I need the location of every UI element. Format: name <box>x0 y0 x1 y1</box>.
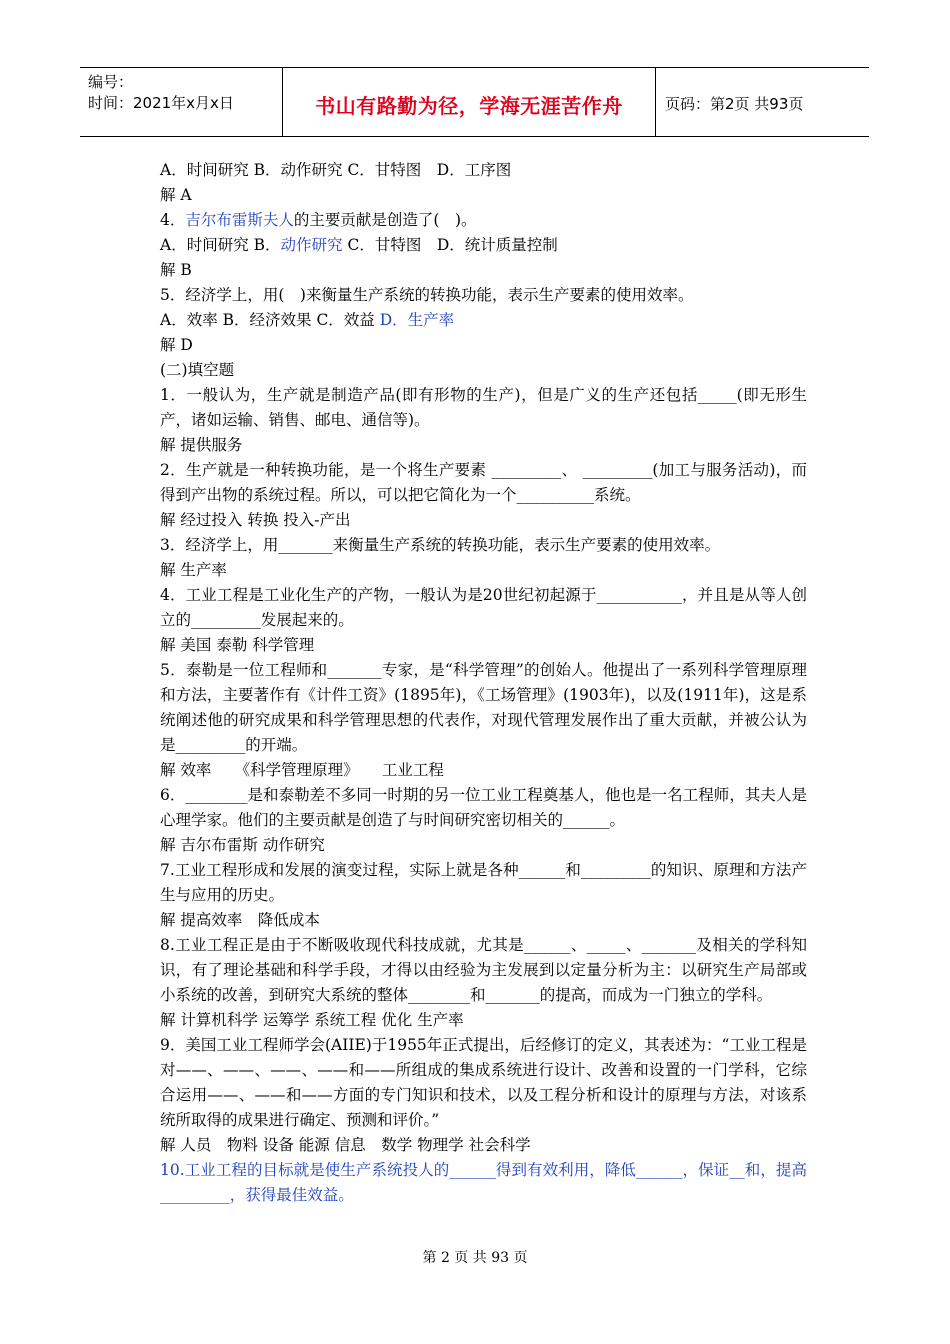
question-paragraph: 2．生产就是一种转换功能，是一个将生产要素 _________、 _________(加工与服务活动)，而得到产出物的系统过程。所以，可以把它简化为一个__________系统。 <box>160 461 807 504</box>
question-paragraph: 9．美国工业工程师学会(AIIE)于1955年正式提出，后经修订的定义，其表述为：“工业工程是对——、——、——、——和——所组成的集成系统进行设计、改善和设置的一门学科，它综合运用——、——和——方面的专门知识和技术，以及工程分析和设计的原理与方法，对该系统所取得的成果进行确定、预测和评价。” <box>160 1036 807 1129</box>
code-label: 编号： <box>88 73 134 91</box>
question-paragraph: 6．________是和泰勒差不多同一时期的另一位工业工程奠基人，他也是一名工程师，其夫人是心理学家。他们的主要贡献是创造了与时间研究密切相关的______。 <box>160 786 807 829</box>
answer-line: 解 经过投入 转换 投入-产出 <box>160 511 351 529</box>
header-divider <box>655 68 656 136</box>
answer-line: 解 提供服务 <box>160 436 243 454</box>
option-line <box>143 308 807 333</box>
question-text: 的主要贡献是创造了( )。 <box>293 211 477 229</box>
option-text: A．时间研究 B． <box>160 236 281 254</box>
answer-line: 解 效率 《科学管理原理》 工业工程 <box>160 761 444 779</box>
answer-line: 解 计算机科学 运筹学 系统工程 优化 生产率 <box>160 1011 464 1029</box>
question-line: 5．经济学上，用( )来衡量生产系统的转换功能，表示生产要素的使用效率。 <box>160 286 694 304</box>
question-number: 4． <box>160 211 186 229</box>
question-paragraph: 1．一般认为，生产就是制造产品(即有形物的生产)，但是广义的生产还包括_____(即无形生产，诸如运输、销售、邮电、通信等)。 <box>160 386 807 429</box>
question-paragraph: 8.工业工程正是由于不断吸收现代科技成就，尤其是______、_____、_______及相关的学科知识，有了理论基础和科学手段，才得以由经验为主发展到以定量分析为主：以研究生产局部或小系统的改善，到研究大系统的整体________和_______的提高，而成为一门独立的学科。 <box>160 936 807 1004</box>
answer-line: 解 美国 泰勒 科学管理 <box>160 636 315 654</box>
question-line <box>143 208 807 233</box>
highlighted-paragraph: 10.工业工程的目标就是使生产系统投人的______得到有效利用，降低______，保证__和，提高_________，获得最佳效益。 <box>160 1161 807 1204</box>
question-line: 3．经济学上，用_______来衡量生产系统的转换功能，表示生产要素的使用效率。 <box>160 536 721 554</box>
question-paragraph: 4．工业工程是工业化生产的产物，一般认为是20世纪初起源于___________，并且是从等人创立的_________发展起来的。 <box>160 586 807 629</box>
answer-line: 解 D <box>160 336 193 354</box>
option-line: A．时间研究 B．动作研究 C．甘特图 D．工序图 <box>160 161 512 179</box>
answer-line: 解 人员 物料 设备 能源 信息 数学 物理学 社会科学 <box>160 1136 531 1154</box>
option-text: C．甘特图 D．统计质量控制 <box>342 236 558 254</box>
option-line <box>143 233 807 258</box>
page-info: 页码：第2页 共93页 <box>665 95 804 113</box>
highlighted-text: 吉尔布雷斯夫人 <box>185 211 294 229</box>
highlighted-text: D．生产率 <box>379 311 455 329</box>
answer-line: 解 B <box>160 261 192 279</box>
time-label: 时间：2021年x月x日 <box>88 94 234 112</box>
option-text: A．效率 B．经济效果 C．效益 <box>160 311 380 329</box>
header-motto: 书山有路勤为径，学海无涯苦作舟 <box>315 94 623 118</box>
answer-line: 解 提高效率 降低成本 <box>160 911 320 929</box>
header-meta <box>88 72 234 114</box>
question-paragraph: 5．泰勒是一位工程师和_______专家，是“科学管理”的创始人。他提出了一系列科学管理原理和方法，主要著作有《计件工资》(1895年)，《工场管理》(1903年)，以及(1911年)，这是系统阐述他的研究成果和科学管理思想的代表作，对现代管理发展作出了重大贡献，并被公认为是_________的开端。 <box>160 661 807 754</box>
answer-line: 解 A <box>160 186 192 204</box>
page-header <box>80 67 869 137</box>
highlighted-text: 动作研究 <box>280 236 343 254</box>
question-paragraph: 7.工业工程形成和发展的演变过程，实际上就是各种______和_________的知识、原理和方法产生与应用的历史。 <box>160 861 807 904</box>
document-body <box>143 158 807 1208</box>
page-footer: 第 2 页 共 93 页 <box>422 1250 528 1266</box>
section-heading: (二)填空题 <box>160 361 235 379</box>
answer-line: 解 生产率 <box>160 561 227 579</box>
answer-line: 解 吉尔布雷斯 动作研究 <box>160 836 325 854</box>
